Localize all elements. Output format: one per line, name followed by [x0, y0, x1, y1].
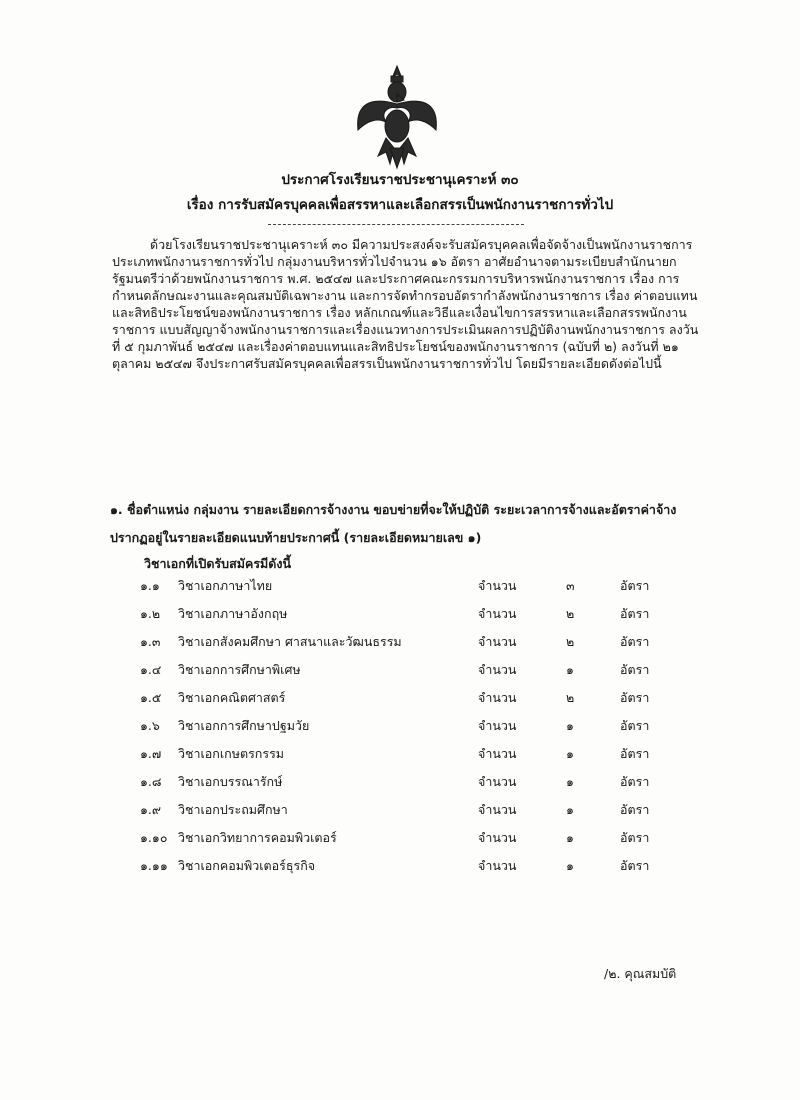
majors-list-heading: วิชาเอกที่เปิดรับสมัครมีดังนี้ [144, 556, 292, 571]
item-major: วิชาเอกคอมพิวเตอร์ธุรกิจ [178, 858, 316, 873]
item-unit: อัตรา [620, 802, 650, 817]
item-major: วิชาเอกภาษาไทย [178, 578, 273, 593]
item-number: ๑.๕ [140, 690, 162, 705]
item-amount-label: จำนวน [478, 662, 517, 677]
item-unit: อัตรา [620, 774, 650, 789]
item-amount-label: จำนวน [478, 578, 517, 593]
item-number: ๑.๔ [140, 662, 162, 677]
intro-paragraph: ด้วยโรงเรียนราชประชานุเคราะห์ ๓๐ มีความประสงค์จะรับสมัครบุคคลเพื่อจัดจ้างเป็นพนักงานราชการ ประเภทพนักงานราชการทั่วไป กลุ่มงานบริหารทั่วไปจำนวน ๑๖ อัตรา อาศัยอำนาจตามระเบียบสำนักนายกรัฐมนตรีว่าด้วยพนักงานราชการ พ.ศ. ๒๕๔๗ และประกาศคณะกรรมการบริหารพนักงานราชการ เรื่อง การกำหนดลักษณะงานและคุณสมบัติเฉพาะงาน และการจัดทำกรอบอัตรากำลังพนักงานราชการ เรื่อง ค่าตอบแทนและสิทธิประโยชน์ของพนักงานราชการ เรื่อง หลักเกณฑ์และวิธีและเงื่อนไขการสรรหาและเลือกสรรพนักงานราชการ แบบสัญญาจ้างพนักงานราชการและเรื่องแนวทางการประเมินผลการปฏิบัติงานพนักงานราชการ ลงวันที่ ๕ กุมภาพันธ์ ๒๕๔๗ และเรื่องค่าตอบแทนและสิทธิประโยชน์ของพนักงานราชการ (ฉบับที่ ๒) ลงวันที่ ๒๑ ตุลาคม ๒๕๔๗ จึงประกาศรับสมัครบุคคลเพื่อสรรเป็นพนักงานราชการทั่วไป โดยมีรายละเอียดดังต่อไปนี้ [112, 237, 699, 371]
item-amount-label: จำนวน [478, 774, 517, 789]
list-item [0, 744, 800, 772]
item-amount-label: จำนวน [478, 690, 517, 705]
item-number: ๑.๓ [140, 634, 161, 649]
item-unit: อัตรา [620, 578, 650, 593]
continuation-note: /๒. คุณสมบัติ [604, 966, 677, 981]
item-unit: อัตรา [620, 746, 650, 761]
item-count: ๑ [566, 774, 574, 789]
item-count: ๑ [566, 718, 574, 733]
item-amount-label: จำนวน [478, 802, 517, 817]
item-major: วิชาเอกภาษาอังกฤษ [178, 606, 288, 621]
item-major: วิชาเอกเกษตรกรรม [178, 746, 285, 761]
list-item [0, 716, 800, 744]
item-major: วิชาเอกการศึกษาพิเศษ [178, 662, 301, 677]
item-major: วิชาเอกคณิตศาสตร์ [178, 690, 286, 705]
item-number: ๑.๑๑ [140, 858, 168, 873]
item-count: ๑ [566, 858, 574, 873]
announcement-title: ประกาศโรงเรียนราชประชานุเคราะห์ ๓๐ [281, 172, 519, 188]
announcement-subject: เรื่อง การรับสมัครบุคคลเพื่อสรรหาและเลือกสรรเป็นพนักงานราชการทั่วไป [186, 197, 614, 213]
list-item [0, 660, 800, 688]
item-amount-label: จำนวน [478, 634, 517, 649]
item-count: ๑ [566, 662, 574, 677]
item-number: ๑.๑ [140, 578, 160, 593]
item-amount-label: จำนวน [478, 858, 517, 873]
item-number: ๑.๒ [140, 606, 161, 621]
item-number: ๑.๑๐ [140, 830, 168, 845]
list-item [0, 604, 800, 632]
list-item [0, 856, 800, 884]
item-major: วิชาเอกวิทยาการคอมพิวเตอร์ [178, 830, 337, 845]
item-unit: อัตรา [620, 830, 650, 845]
list-item [0, 576, 800, 604]
item-number: ๑.๖ [140, 718, 160, 733]
list-item [0, 772, 800, 800]
item-unit: อัตรา [620, 606, 650, 621]
item-count: ๒ [566, 634, 575, 649]
item-major: วิชาเอกการศึกษาปฐมวัย [178, 718, 310, 733]
item-amount-label: จำนวน [478, 830, 517, 845]
item-count: ๒ [566, 690, 575, 705]
item-unit: อัตรา [620, 858, 650, 873]
item-unit: อัตรา [620, 634, 650, 649]
item-unit: อัตรา [620, 690, 650, 705]
item-unit: อัตรา [620, 662, 650, 677]
item-count: ๒ [566, 606, 575, 621]
item-number: ๑.๗ [140, 746, 162, 761]
garuda-emblem-icon [352, 64, 442, 172]
item-number: ๑.๙ [140, 802, 162, 817]
item-count: ๑ [566, 802, 574, 817]
item-number: ๑.๘ [140, 774, 162, 789]
item-amount-label: จำนวน [478, 718, 517, 733]
list-item [0, 688, 800, 716]
item-major: วิชาเอกประถมศึกษา [178, 802, 288, 817]
divider [268, 224, 524, 225]
item-amount-label: จำนวน [478, 606, 517, 621]
item-count: ๑ [566, 830, 574, 845]
item-major: วิชาเอกสังคมศึกษา ศาสนาและวัฒนธรรม [178, 634, 402, 649]
item-amount-label: จำนวน [478, 746, 517, 761]
list-item [0, 632, 800, 660]
list-item [0, 828, 800, 856]
item-count: ๑ [566, 746, 574, 761]
section-1-heading: ๑. ชื่อตำแหน่ง กลุ่มงาน รายละเอียดการจ้างงาน ขอบข่ายที่จะให้ปฏิบัติ ระยะเวลาการจ้างและอัตราค่าจ้าง ปรากฏอยู่ในรายละเอียดแนบท้ายประกาศนี้ (รายละเอียดหมายเลข ๑) [110, 502, 677, 545]
item-unit: อัตรา [620, 718, 650, 733]
item-count: ๓ [566, 578, 575, 593]
list-item [0, 800, 800, 828]
item-major: วิชาเอกบรรณารักษ์ [178, 774, 283, 789]
